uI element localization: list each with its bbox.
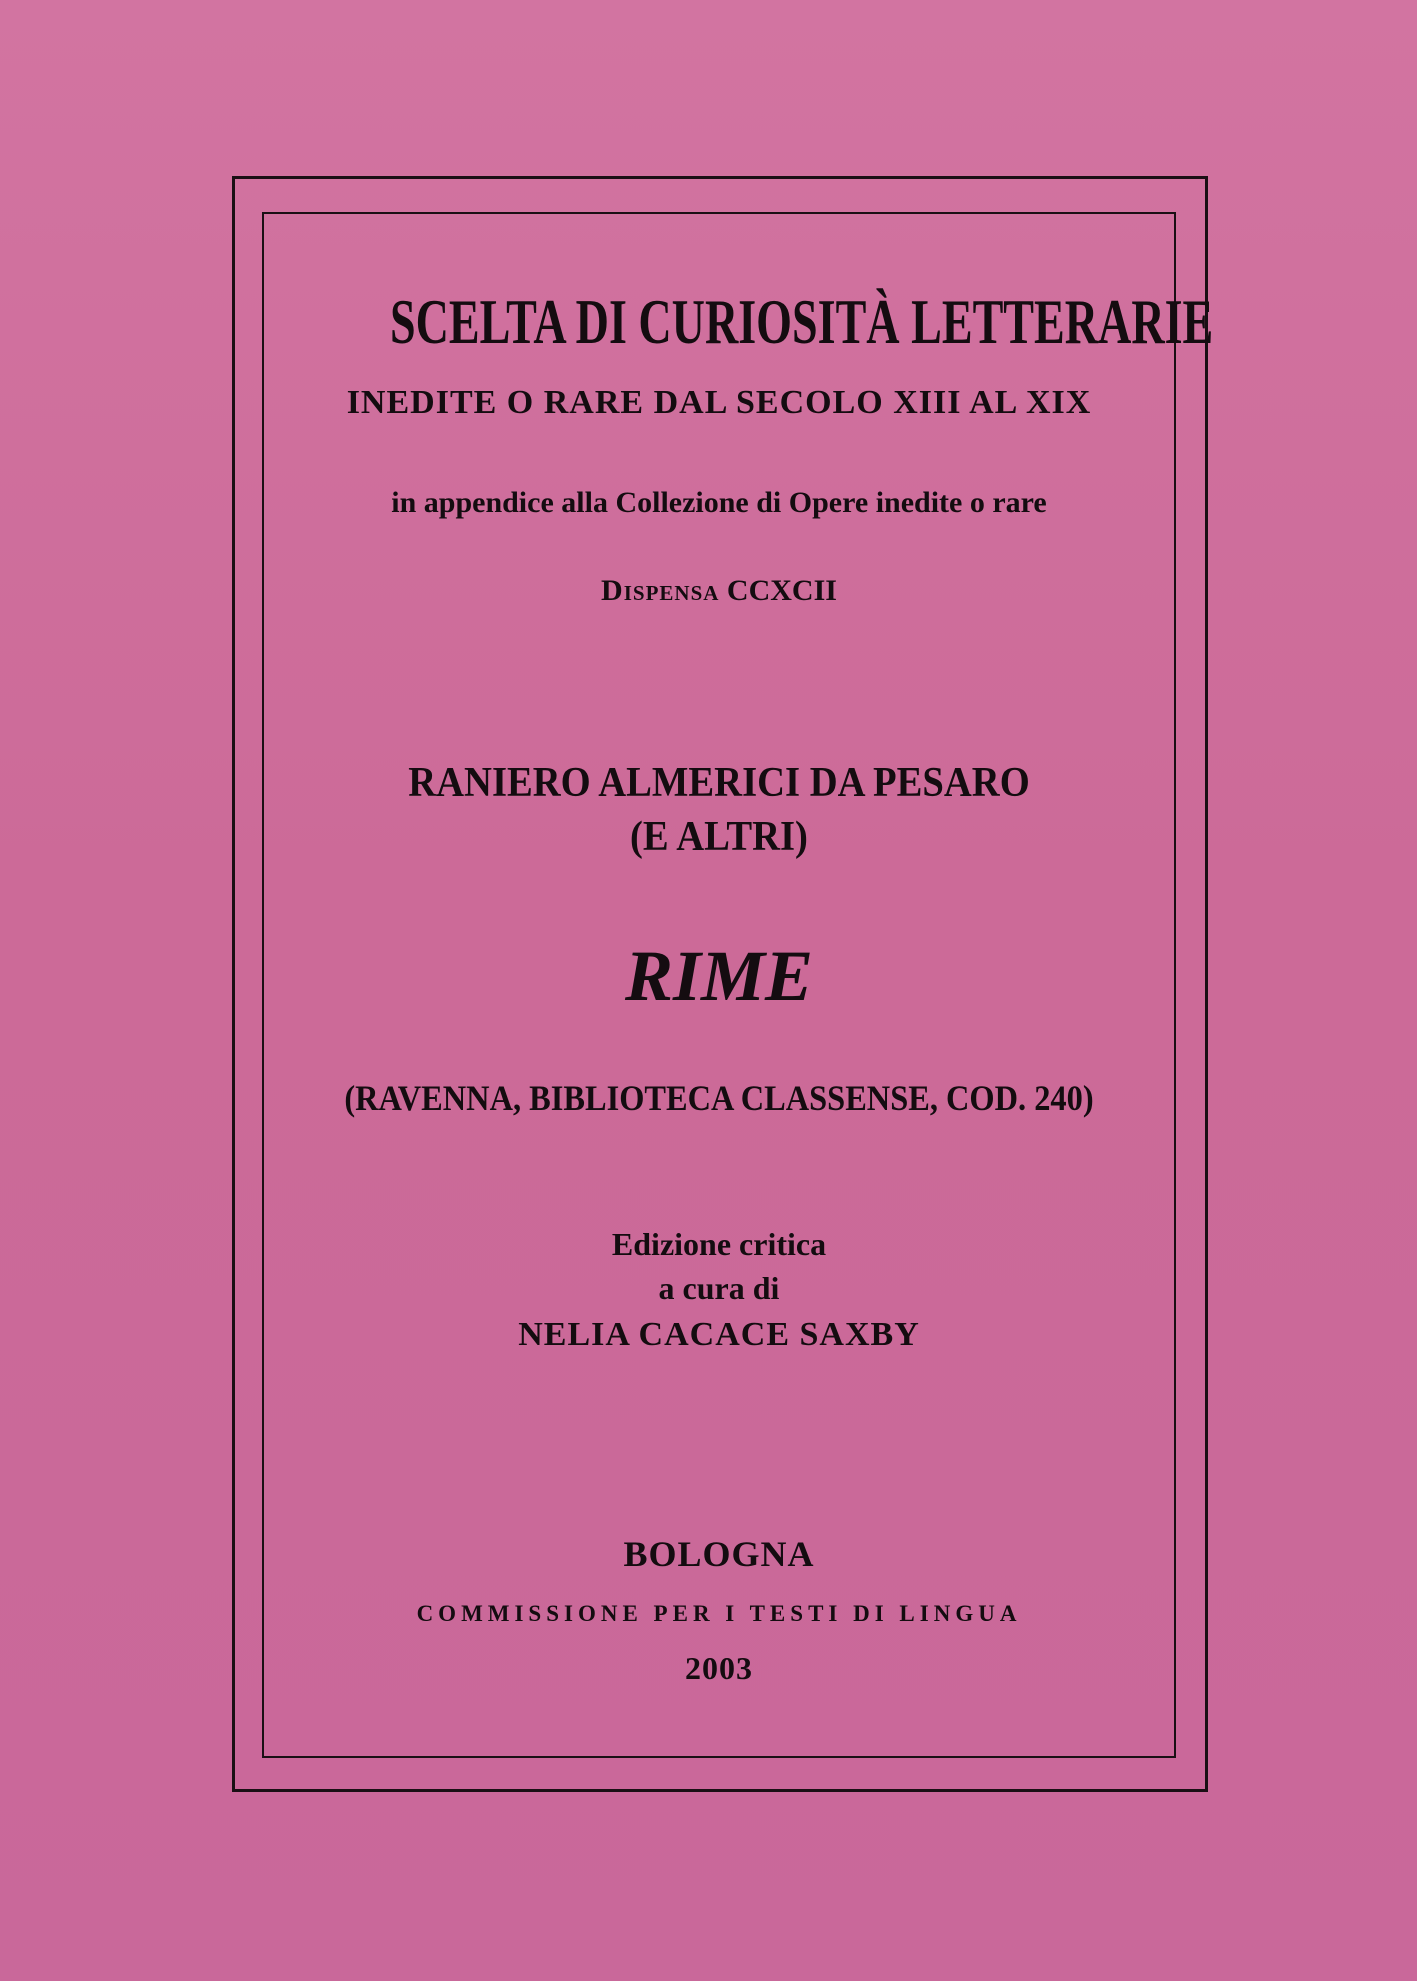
edition-type: Edizione critica — [611, 1226, 827, 1262]
series-title: SCELTA DI CURIOSITÀ LETTERARIE — [389, 286, 1214, 357]
publication-city: BOLOGNA — [623, 1534, 815, 1574]
work-title: RIME — [624, 936, 814, 1016]
editor-name: NELIA CACACE SAXBY — [518, 1316, 920, 1353]
publisher-name: COMMISSIONE PER I TESTI DI LINGUA — [416, 1601, 1022, 1626]
dispensa-label: Dispensa — [601, 574, 720, 607]
cover-content — [262, 212, 1214, 1758]
publication-year: 2003 — [685, 1650, 753, 1686]
appendix-note: in appendice alla Collezione di Opere inedite o rare — [391, 486, 1047, 519]
curated-by-label: a cura di — [658, 1270, 780, 1306]
source-manuscript: (RAVENNA, BIBLIOTECA CLASSENSE, COD. 240) — [344, 1078, 1094, 1118]
author-name: RANIERO ALMERICI DA PESARO — [408, 760, 1030, 806]
series-subtitle: INEDITE O RARE DAL SECOLO XIII AL XIX — [346, 384, 1092, 421]
dispensa-line — [262, 576, 1176, 606]
author-extra: (E ALTRI) — [630, 814, 808, 860]
dispensa-number: CCXCII — [726, 574, 837, 607]
